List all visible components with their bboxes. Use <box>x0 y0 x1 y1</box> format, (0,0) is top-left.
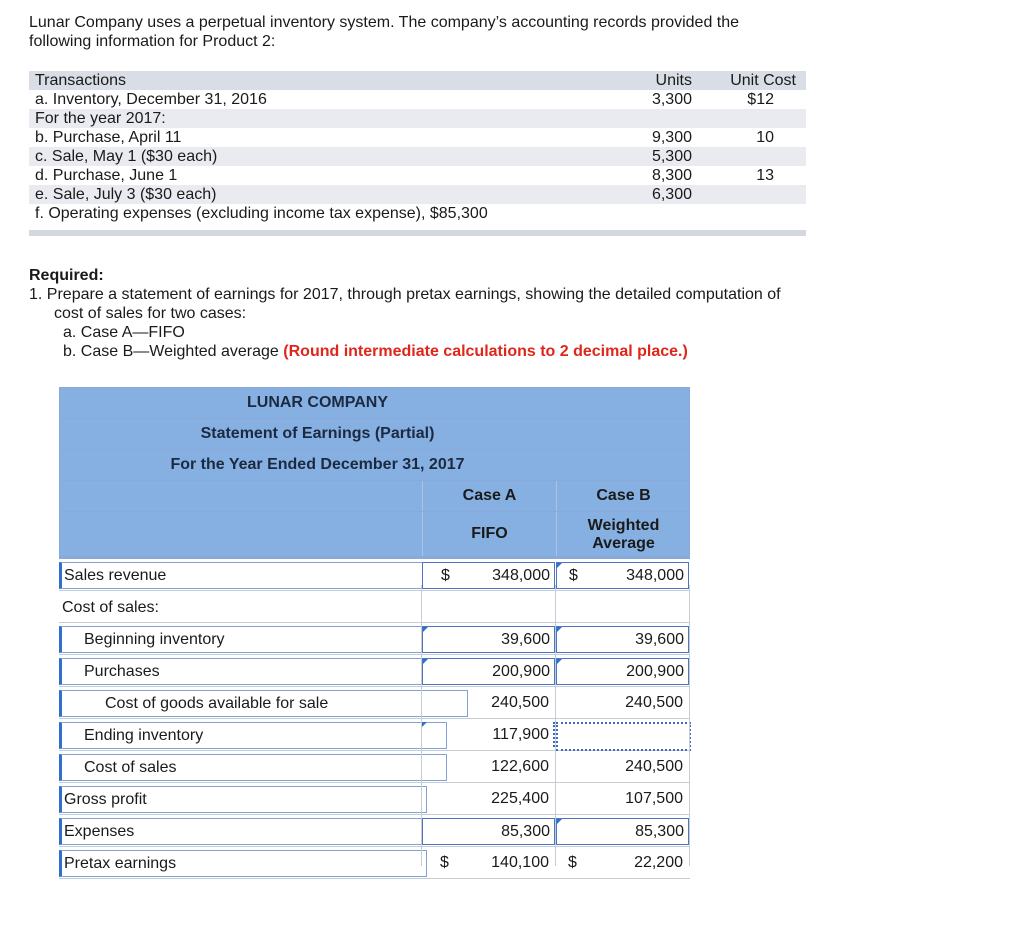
case-a-value: 240,500 <box>491 694 549 711</box>
method-b-line-1: Weighted <box>587 517 660 534</box>
table-row <box>59 783 690 815</box>
table-row <box>59 847 690 879</box>
transaction-label: a. Inventory, December 31, 2016 <box>35 91 267 108</box>
transaction-units: 3,300 <box>651 91 692 108</box>
transaction-units: 5,300 <box>651 148 692 165</box>
table-row <box>59 719 690 751</box>
case-b-value-cell <box>556 786 687 811</box>
input-marker-icon <box>423 659 428 664</box>
transaction-label: c. Sale, May 1 ($30 each) <box>35 148 218 165</box>
row-label-input[interactable]: Sales revenue <box>59 562 427 589</box>
transaction-units: 9,300 <box>651 129 692 146</box>
intro-line-1: Lunar Company uses a perpetual inventory system. The company’s accounting records provided the <box>29 14 740 31</box>
transaction-label: e. Sale, July 3 ($30 each) <box>35 186 217 203</box>
case-b-header: Case B <box>596 487 651 504</box>
required-section <box>29 266 909 361</box>
case-a-value: 140,100 <box>491 854 549 871</box>
case-b-value: 240,500 <box>625 694 683 711</box>
case-a-input[interactable] <box>422 658 555 685</box>
method-b-header <box>557 517 690 553</box>
intro-line-2: following information for Product 2: <box>29 33 276 50</box>
currency-symbol: $ <box>441 567 450 584</box>
transaction-row <box>29 166 806 185</box>
method-a-header: FIFO <box>471 525 508 542</box>
case-b-line <box>29 342 909 361</box>
transaction-cost: 13 <box>756 167 774 184</box>
case-b-input[interactable] <box>556 562 689 589</box>
method-b-line-2: Average <box>592 535 655 552</box>
input-marker-icon <box>557 659 562 664</box>
transaction-row <box>29 128 806 147</box>
case-a-input[interactable] <box>422 722 555 747</box>
rounding-note: (Round intermediate calculations to 2 decimal place.) <box>283 343 688 360</box>
required-item-1-cont: cost of sales for two cases: <box>54 305 247 322</box>
transaction-label: For the year 2017: <box>35 110 166 127</box>
table-row <box>59 623 690 655</box>
case-a-value: 117,900 <box>492 726 549 743</box>
case-a-text: a. Case A—FIFO <box>63 324 185 341</box>
input-marker-icon <box>423 627 428 632</box>
row-label-input[interactable]: Beginning inventory <box>59 626 447 653</box>
table-divider <box>29 230 806 236</box>
transaction-label: d. Purchase, June 1 <box>35 167 178 184</box>
input-marker-icon <box>557 627 562 632</box>
transaction-row <box>29 109 806 128</box>
case-a-header: Case A <box>462 487 517 504</box>
case-a-value: 225,400 <box>491 790 549 807</box>
earnings-statement <box>59 387 690 879</box>
case-a-input[interactable] <box>422 562 555 589</box>
transaction-row <box>29 185 806 204</box>
transaction-label: b. Purchase, April 11 <box>35 129 182 146</box>
case-a-value-cell <box>422 754 553 779</box>
transaction-units: 8,300 <box>651 167 692 184</box>
case-a-value: 85,300 <box>501 823 550 840</box>
table-row <box>59 751 690 783</box>
case-b-value: 107,500 <box>625 790 683 807</box>
row-label-input[interactable]: Purchases <box>59 658 447 685</box>
case-header-row <box>59 480 690 511</box>
row-label: Cost of sales: <box>62 599 159 616</box>
table-row <box>59 815 690 847</box>
case-b-value: 240,500 <box>625 758 683 775</box>
case-b-input[interactable] <box>556 658 689 685</box>
case-a-input[interactable] <box>422 818 555 845</box>
row-label-input[interactable]: Gross profit <box>59 786 427 813</box>
row-label-input[interactable]: Cost of goods available for sale <box>59 690 468 717</box>
input-marker-icon <box>557 563 562 568</box>
case-a-value: 348,000 <box>492 567 550 584</box>
transaction-label: f. Operating expenses (excluding income tax expense), $85,300 <box>35 205 488 222</box>
case-a-value-cell <box>422 690 553 715</box>
required-item-1: 1. Prepare a statement of earnings for 2017, through pretax earnings, showing the detailed computation of <box>29 286 781 303</box>
input-marker-icon <box>557 819 562 824</box>
case-b-text: b. Case B—Weighted average <box>63 343 284 360</box>
table-row <box>59 591 690 623</box>
statement-period-row <box>59 449 690 480</box>
transactions-header <box>29 71 806 90</box>
transaction-row <box>29 147 806 166</box>
case-b-value: 39,600 <box>635 631 684 648</box>
row-label-input[interactable]: Pretax earnings <box>59 850 427 877</box>
transaction-cost: 10 <box>756 129 774 146</box>
company-name-row <box>59 387 690 418</box>
case-a-input[interactable] <box>422 626 555 653</box>
transactions-header-label: Transactions <box>35 72 126 89</box>
case-b-input[interactable] <box>556 722 691 751</box>
currency-symbol: $ <box>440 854 449 871</box>
case-b-input[interactable] <box>556 818 689 845</box>
currency-symbol: $ <box>568 854 577 871</box>
case-a-value: 200,900 <box>492 663 550 680</box>
required-title: Required: <box>29 267 104 284</box>
table-row <box>59 655 690 687</box>
case-b-value-cell <box>556 754 687 779</box>
case-b-value: 22,200 <box>634 854 683 871</box>
transaction-row <box>29 204 806 223</box>
unit-cost-header: Unit Cost <box>730 72 796 89</box>
case-b-value-cell <box>556 690 687 715</box>
row-label-input[interactable]: Cost of sales <box>59 754 447 781</box>
statement-period: For the Year Ended December 31, 2017 <box>170 456 465 473</box>
transaction-cost: $12 <box>747 91 774 108</box>
case-a-value-cell <box>422 850 553 875</box>
row-label-input[interactable]: Ending inventory <box>59 722 447 749</box>
case-b-value: 85,300 <box>635 823 684 840</box>
transactions-table <box>29 71 806 223</box>
transaction-units: 6,300 <box>651 186 692 203</box>
table-row <box>59 557 690 591</box>
table-row <box>59 687 690 719</box>
case-b-value-cell <box>556 850 687 875</box>
grid-line <box>555 585 556 866</box>
statement-title: Statement of Earnings (Partial) <box>200 425 435 442</box>
problem-intro <box>29 13 899 51</box>
case-b-input[interactable] <box>556 626 689 653</box>
case-b-value: 348,000 <box>626 567 684 584</box>
statement-title-row <box>59 418 690 449</box>
case-b-value: 200,900 <box>626 663 684 680</box>
units-header: Units <box>655 72 692 89</box>
case-a-value: 122,600 <box>491 758 549 775</box>
method-header-row <box>59 511 690 557</box>
transaction-row <box>29 90 806 109</box>
case-a-value-cell <box>422 786 553 811</box>
grid-line <box>689 585 690 866</box>
case-a-value: 39,600 <box>501 631 550 648</box>
currency-symbol: $ <box>569 567 578 584</box>
grid-line <box>421 585 422 866</box>
row-label-input[interactable]: Expenses <box>59 818 427 845</box>
input-marker-icon <box>422 722 427 727</box>
company-name: LUNAR COMPANY <box>246 394 389 411</box>
